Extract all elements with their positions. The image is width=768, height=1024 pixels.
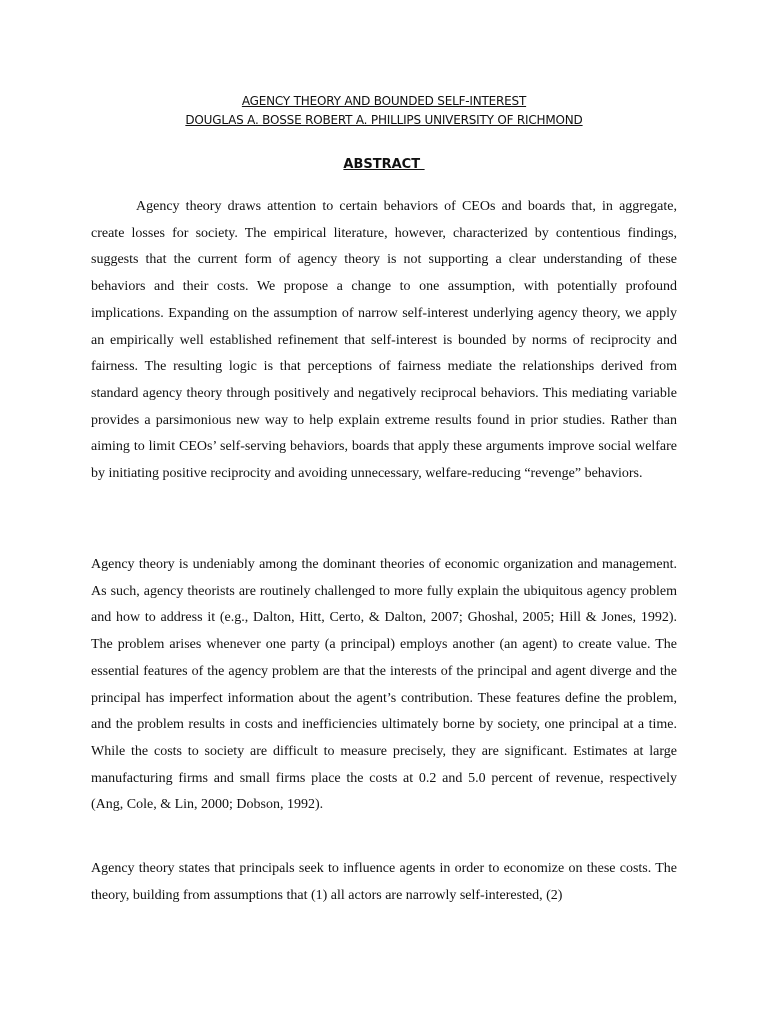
paper-title: AGENCY THEORY AND BOUNDED SELF-INTEREST <box>241 94 527 108</box>
body-paragraph-1: Agency theory is undeniably among the dominant theories of economic organization and management. As such, agency theorists are routinely challenged to more fully explain the ubiquitous agency problem and how to address it (e.g., Dalton, Hitt, Certo, & Dalton, 2007; Ghoshal, 2005; Hill & Jones, 1992). The problem arises whenever one party (a principal) employs another (an agent) to create value. The essential features of the agency problem are that the interests of the principal and agent diverge and the principal has imperfect information about the agent’s contribution. These features define the problem, and the problem results in costs and inefficiencies ultimately borne by society, one principal at a time. While the costs to society are difficult to measure precisely, they are significant. Estimates at large manufacturing firms and small firms place the costs at 0.2 and 5.0 percent of revenue, respectively (Ang, Cole, & Lin, 2000; Dobson, 1992). <box>91 557 677 813</box>
author-affiliation-line: DOUGLAS A. BOSSE ROBERT A. PHILLIPS UNIVERSITY OF RICHMOND <box>185 113 583 127</box>
abstract-paragraph: Agency theory draws attention to certain behaviors of CEOs and boards that, in aggregate, create losses for society. The empirical literature, however, characterized by contentious findings, suggests that the current form of agency theory is not supporting a clear understanding of these behaviors and their costs. We propose a change to one assumption, with potentially profound implications. Expanding on the assumption of narrow self-interest underlying agency theory, we apply an empirically well established refinement that self-interest is bounded by norms of reciprocity and fairness. The resulting logic is that perceptions of fairness mediate the relationships derived from standard agency theory through positively and negatively reciprocal behaviors. This mediating variable provides a parsimonious new way to help explain extreme results found in prior studies. Rather than aiming to limit CEOs’ self-serving behaviors, boards that apply these arguments improve social welfare by initiating positive reciprocity and avoiding unnecessary, welfare-reducing “revenge” behaviors. <box>91 199 677 482</box>
abstract-heading: ABSTRACT <box>343 157 425 172</box>
body-paragraph-2: Agency theory states that principals seek to influence agents in order to economize on these costs. The theory, building from assumptions that (1) all actors are narrowly self-interested, (2) <box>91 861 677 903</box>
